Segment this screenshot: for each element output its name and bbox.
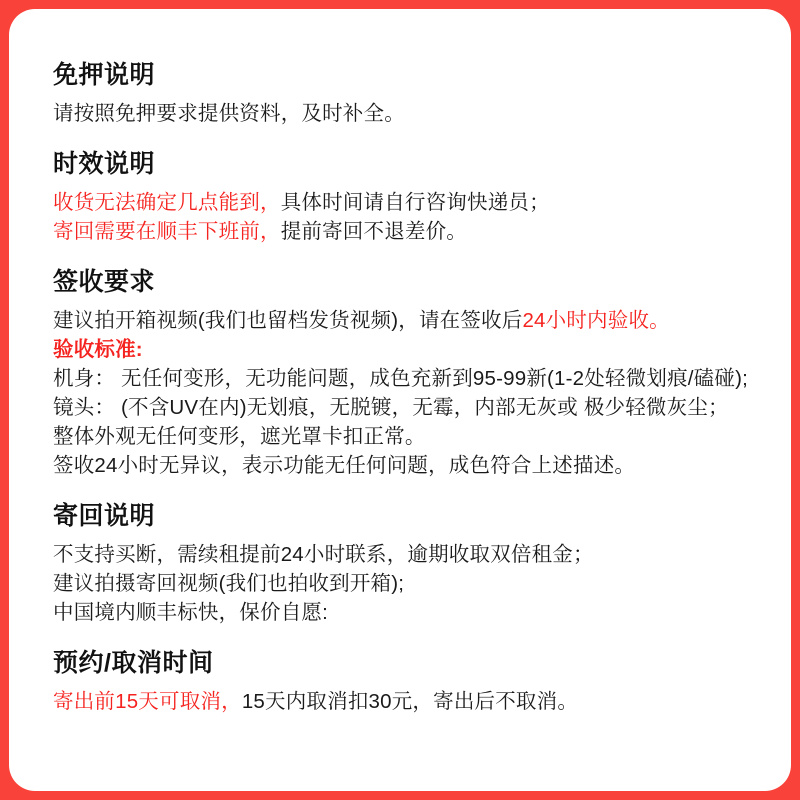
info-card [9, 9, 791, 791]
info-section [53, 502, 747, 627]
section-title: 寄回说明 [53, 502, 156, 531]
section-title: 免押说明 [53, 61, 156, 89]
highlight-text: 寄回需要在顺丰下班前， [53, 219, 281, 243]
section-title: 预约/取消时间 [53, 649, 214, 678]
section-title: 时效说明 [53, 149, 156, 178]
body-text: 具体时间请自行咨询快递员； [280, 190, 550, 214]
info-section [53, 150, 747, 246]
section-line [53, 364, 747, 393]
section-line [53, 217, 747, 246]
highlight-text: 24小时内验收。 [522, 308, 670, 332]
highlight-text: 收货无法确定几点能到， [53, 190, 281, 214]
info-section [53, 649, 747, 716]
section-title: 签收要求 [53, 267, 156, 296]
body-text: 提前寄回不退差价。 [280, 219, 468, 243]
body-text: 中国境内顺丰标快，保价自愿: [53, 601, 328, 625]
section-line [53, 393, 747, 422]
highlight-text: 验收标准: [53, 337, 143, 361]
section-line [53, 99, 747, 128]
body-text: 建议拍摄寄回视频(我们也拍收到开箱); [53, 572, 405, 596]
body-text: 镜头： (不含UV在内)无划痕，无脱镀，无霉，内部无灰或 极少轻微灰尘； [53, 395, 729, 419]
body-text: 机身： 无任何变形，无功能问题，成色充新到95-99新(1-2处轻微划痕/磕碰); [53, 366, 748, 390]
section-line [53, 687, 747, 716]
body-text: 签收24小时无异议，表示功能无任何问题，成色符合上述描述。 [53, 454, 636, 478]
body-text: 请按照免押要求提供资料，及时补全。 [53, 101, 405, 125]
section-line [53, 422, 747, 451]
body-text: 整体外观无任何变形，遮光罩卡扣正常。 [53, 425, 426, 449]
section-line [53, 540, 747, 569]
section-line [53, 335, 747, 364]
info-section [53, 61, 747, 128]
info-section [53, 268, 747, 480]
sections-container [53, 61, 747, 716]
section-line [53, 451, 747, 480]
section-line [53, 569, 747, 598]
body-text: 不支持买断，需续租提前24小时联系，逾期收取双倍租金； [53, 542, 594, 566]
body-text: 建议拍开箱视频(我们也留档发货视频)，请在签收后 [53, 308, 523, 332]
section-line [53, 306, 747, 335]
body-text: 15天内取消扣30元，寄出后不取消。 [241, 690, 579, 714]
section-line [53, 598, 747, 627]
highlight-text: 寄出前15天可取消， [53, 690, 242, 714]
section-line [53, 188, 747, 217]
